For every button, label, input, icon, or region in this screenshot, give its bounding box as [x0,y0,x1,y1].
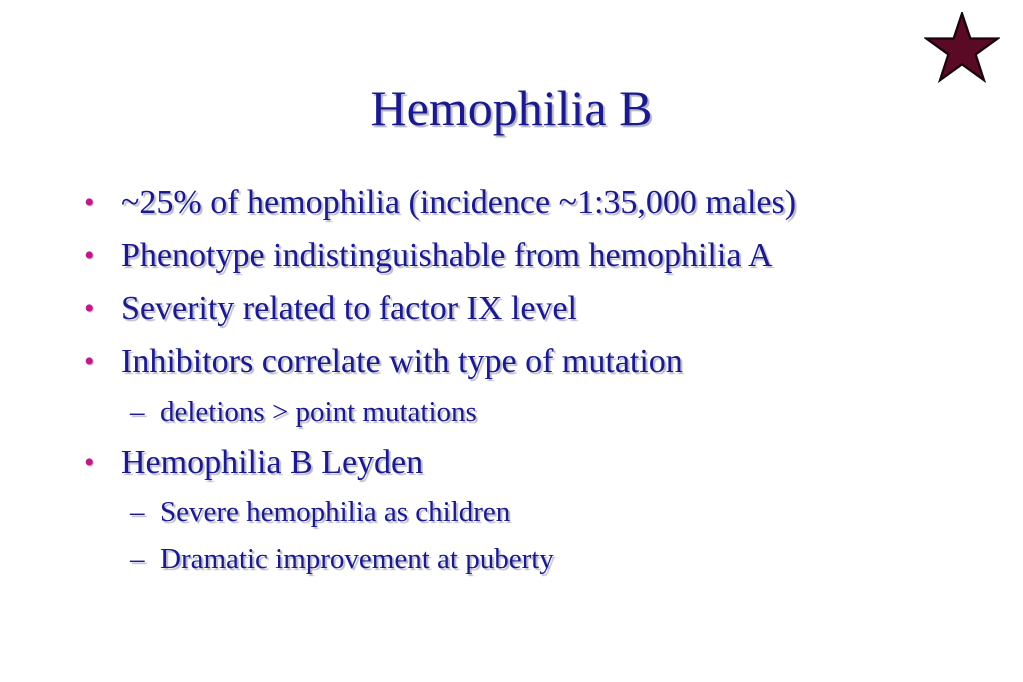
sub-bullet-marker: – [130,496,145,528]
slide-title: Hemophilia B [370,80,653,136]
bullet-marker: • [84,186,95,219]
bullet-text: Severity related to factor IX level [121,290,577,327]
bullet-text: ~25% of hemophilia (incidence ~1:35,000 males) [121,184,797,221]
bullet-marker: • [84,239,95,272]
sub-bullet-text: Dramatic improvement at puberty [160,543,554,575]
bullet-marker: • [84,446,95,479]
bullet-marker: • [84,292,95,325]
bullet-marker: • [84,345,95,378]
bullet-text: Hemophilia B Leyden [121,444,424,481]
sub-bullet-text: Severe hemophilia as children [160,496,511,528]
sub-bullet-text: deletions > point mutations [160,396,477,428]
bullet-text: Phenotype indistinguishable from hemophilia A [121,237,773,274]
sub-bullet-marker: – [130,396,145,428]
bullet-text: Inhibitors correlate with type of mutation [121,343,683,380]
sub-bullet-marker: – [130,543,145,575]
